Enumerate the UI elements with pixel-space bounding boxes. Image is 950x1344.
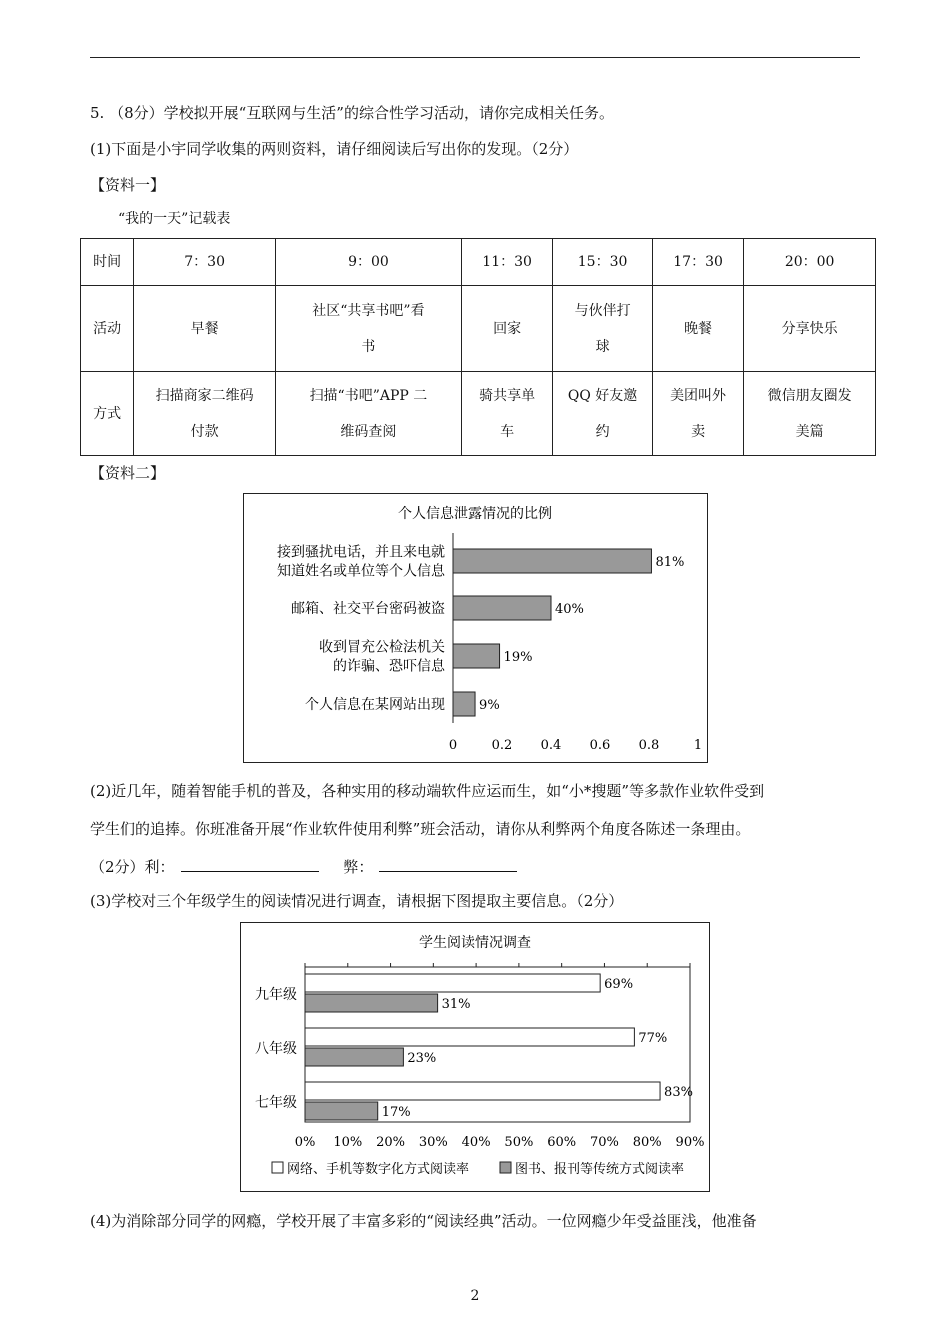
cell-time: 7：30 xyxy=(134,239,276,286)
x-tick-label: 1 xyxy=(693,738,703,753)
pros-blank[interactable] xyxy=(181,857,319,872)
cell-time: 17：30 xyxy=(652,239,743,286)
part2-answer-line xyxy=(90,856,523,877)
x-tick-label: 90% xyxy=(675,1135,705,1150)
data-label: 23% xyxy=(407,1051,437,1066)
cell-method: 骑共享单 车 xyxy=(461,372,552,456)
data-label: 40% xyxy=(555,602,584,617)
reading-survey-chart xyxy=(240,922,710,1192)
category-label: 收到冒充公检法机关 xyxy=(319,639,445,656)
bar xyxy=(453,644,500,668)
part4-prompt: (4)为消除部分同学的网瘾，学校开展了丰富多彩的“阅读经典”活动。一位网瘾少年受益匪浅，他准备 xyxy=(90,1212,757,1230)
cell-method: 微信朋友圈发 美篇 xyxy=(744,372,876,456)
cell-activity: 社区“共享书吧”看 书 xyxy=(275,286,461,372)
material2-label: 【资料二】 xyxy=(90,464,166,482)
cell-method: 扫描“书吧”APP 二 维码查阅 xyxy=(275,372,461,456)
category-label: 邮箱、社交平台密码被盗 xyxy=(291,601,445,617)
data-label: 17% xyxy=(381,1105,411,1120)
row-head-method: 方式 xyxy=(81,372,134,456)
table-row-time xyxy=(81,239,876,286)
x-tick-label: 0.8 xyxy=(638,738,660,753)
table-title: “我的一天”记载表 xyxy=(118,211,231,227)
bar xyxy=(305,994,438,1012)
legend-label: 网络、手机等数字化方式阅读率 xyxy=(287,1162,470,1177)
x-tick-label: 40% xyxy=(461,1135,491,1150)
data-label: 19% xyxy=(503,650,533,665)
cell-method: 美团叫外 卖 xyxy=(652,372,743,456)
x-tick-label: 0.6 xyxy=(589,738,611,753)
legend-swatch xyxy=(500,1162,511,1173)
part2-line1: (2)近几年，随着智能手机的普及，各种实用的移动端软件应运而生，如“小*搜题”等多款作业软件受到 xyxy=(90,782,765,800)
table-row-method xyxy=(81,372,876,456)
legend-swatch xyxy=(272,1162,283,1173)
cell-time: 20：00 xyxy=(744,239,876,286)
category-label: 七年级 xyxy=(255,1095,297,1111)
x-tick-label: 80% xyxy=(632,1135,662,1150)
data-label: 77% xyxy=(638,1031,668,1046)
chart-title: 个人信息泄露情况的比例 xyxy=(398,506,552,522)
data-label: 9% xyxy=(479,698,500,713)
page-number: 2 xyxy=(470,1288,480,1304)
x-tick-label: 0.2 xyxy=(491,738,513,753)
cell-method: QQ 好友邀 约 xyxy=(553,372,653,456)
bar xyxy=(453,692,475,716)
cons-blank[interactable] xyxy=(379,857,517,872)
bar xyxy=(305,974,600,992)
category-label: 九年级 xyxy=(255,987,297,1003)
bar xyxy=(305,1048,403,1066)
cell-activity: 分享快乐 xyxy=(744,286,876,372)
x-tick-label: 10% xyxy=(333,1135,363,1150)
x-tick-label: 0% xyxy=(294,1135,316,1150)
bar xyxy=(453,596,551,620)
part1-prompt: (1)下面是小宇同学收集的两则资料，请仔细阅读后写出你的发现。（2分） xyxy=(90,140,579,158)
part2-line2: 学生们的追捧。你班准备开展“作业软件使用利弊”班会活动，请你从利弊两个角度各陈述一条理由。 xyxy=(90,820,751,838)
pros-label: （2分）利： xyxy=(90,858,175,876)
cons-label: 弊： xyxy=(343,858,374,876)
data-label: 31% xyxy=(441,997,471,1012)
bar xyxy=(305,1102,378,1120)
cell-activity: 早餐 xyxy=(134,286,276,372)
chart-frame xyxy=(244,494,708,763)
category-label: 知道姓名或单位等个人信息 xyxy=(277,563,445,580)
bar xyxy=(453,549,651,573)
material1-label: 【资料一】 xyxy=(90,176,166,194)
cell-method: 扫描商家二维码 付款 xyxy=(134,372,276,456)
bar xyxy=(305,1082,660,1100)
cell-time: 15：30 xyxy=(553,239,653,286)
x-tick-label: 60% xyxy=(547,1135,577,1150)
daily-record-table xyxy=(80,238,876,456)
x-tick-label: 30% xyxy=(418,1135,448,1150)
cell-activity: 晚餐 xyxy=(652,286,743,372)
x-tick-label: 70% xyxy=(589,1135,619,1150)
data-label: 83% xyxy=(664,1085,693,1100)
data-label: 81% xyxy=(655,555,685,570)
legend-label: 图书、报刊等传统方式阅读率 xyxy=(515,1162,685,1177)
category-label: 接到骚扰电话，并且来电就 xyxy=(277,544,445,561)
question-title: 5. （8分）学校拟开展“互联网与生活”的综合性学习活动，请你完成相关任务。 xyxy=(90,104,614,122)
cell-activity: 与伙伴打 球 xyxy=(553,286,653,372)
row-head-time: 时间 xyxy=(81,239,134,286)
bar xyxy=(305,1028,634,1046)
header-rule xyxy=(90,57,860,58)
category-label: 八年级 xyxy=(255,1041,297,1057)
cell-time: 11：30 xyxy=(461,239,552,286)
category-label: 的诈骗、恐吓信息 xyxy=(333,658,445,675)
chart-title: 学生阅读情况调查 xyxy=(419,935,531,951)
part3-prompt: (3)学校对三个年级学生的阅读情况进行调查，请根据下图提取主要信息。（2分） xyxy=(90,892,624,910)
data-label: 69% xyxy=(604,977,634,992)
row-head-activity: 活动 xyxy=(81,286,134,372)
x-tick-label: 50% xyxy=(504,1135,534,1150)
table-row-activity xyxy=(81,286,876,372)
x-tick-label: 0.4 xyxy=(540,738,562,753)
category-label: 个人信息在某网站出现 xyxy=(305,697,445,713)
x-tick-label: 0 xyxy=(448,738,458,753)
info-leak-chart xyxy=(243,493,708,763)
cell-time: 9：00 xyxy=(275,239,461,286)
cell-activity: 回家 xyxy=(461,286,552,372)
x-tick-label: 20% xyxy=(376,1135,406,1150)
